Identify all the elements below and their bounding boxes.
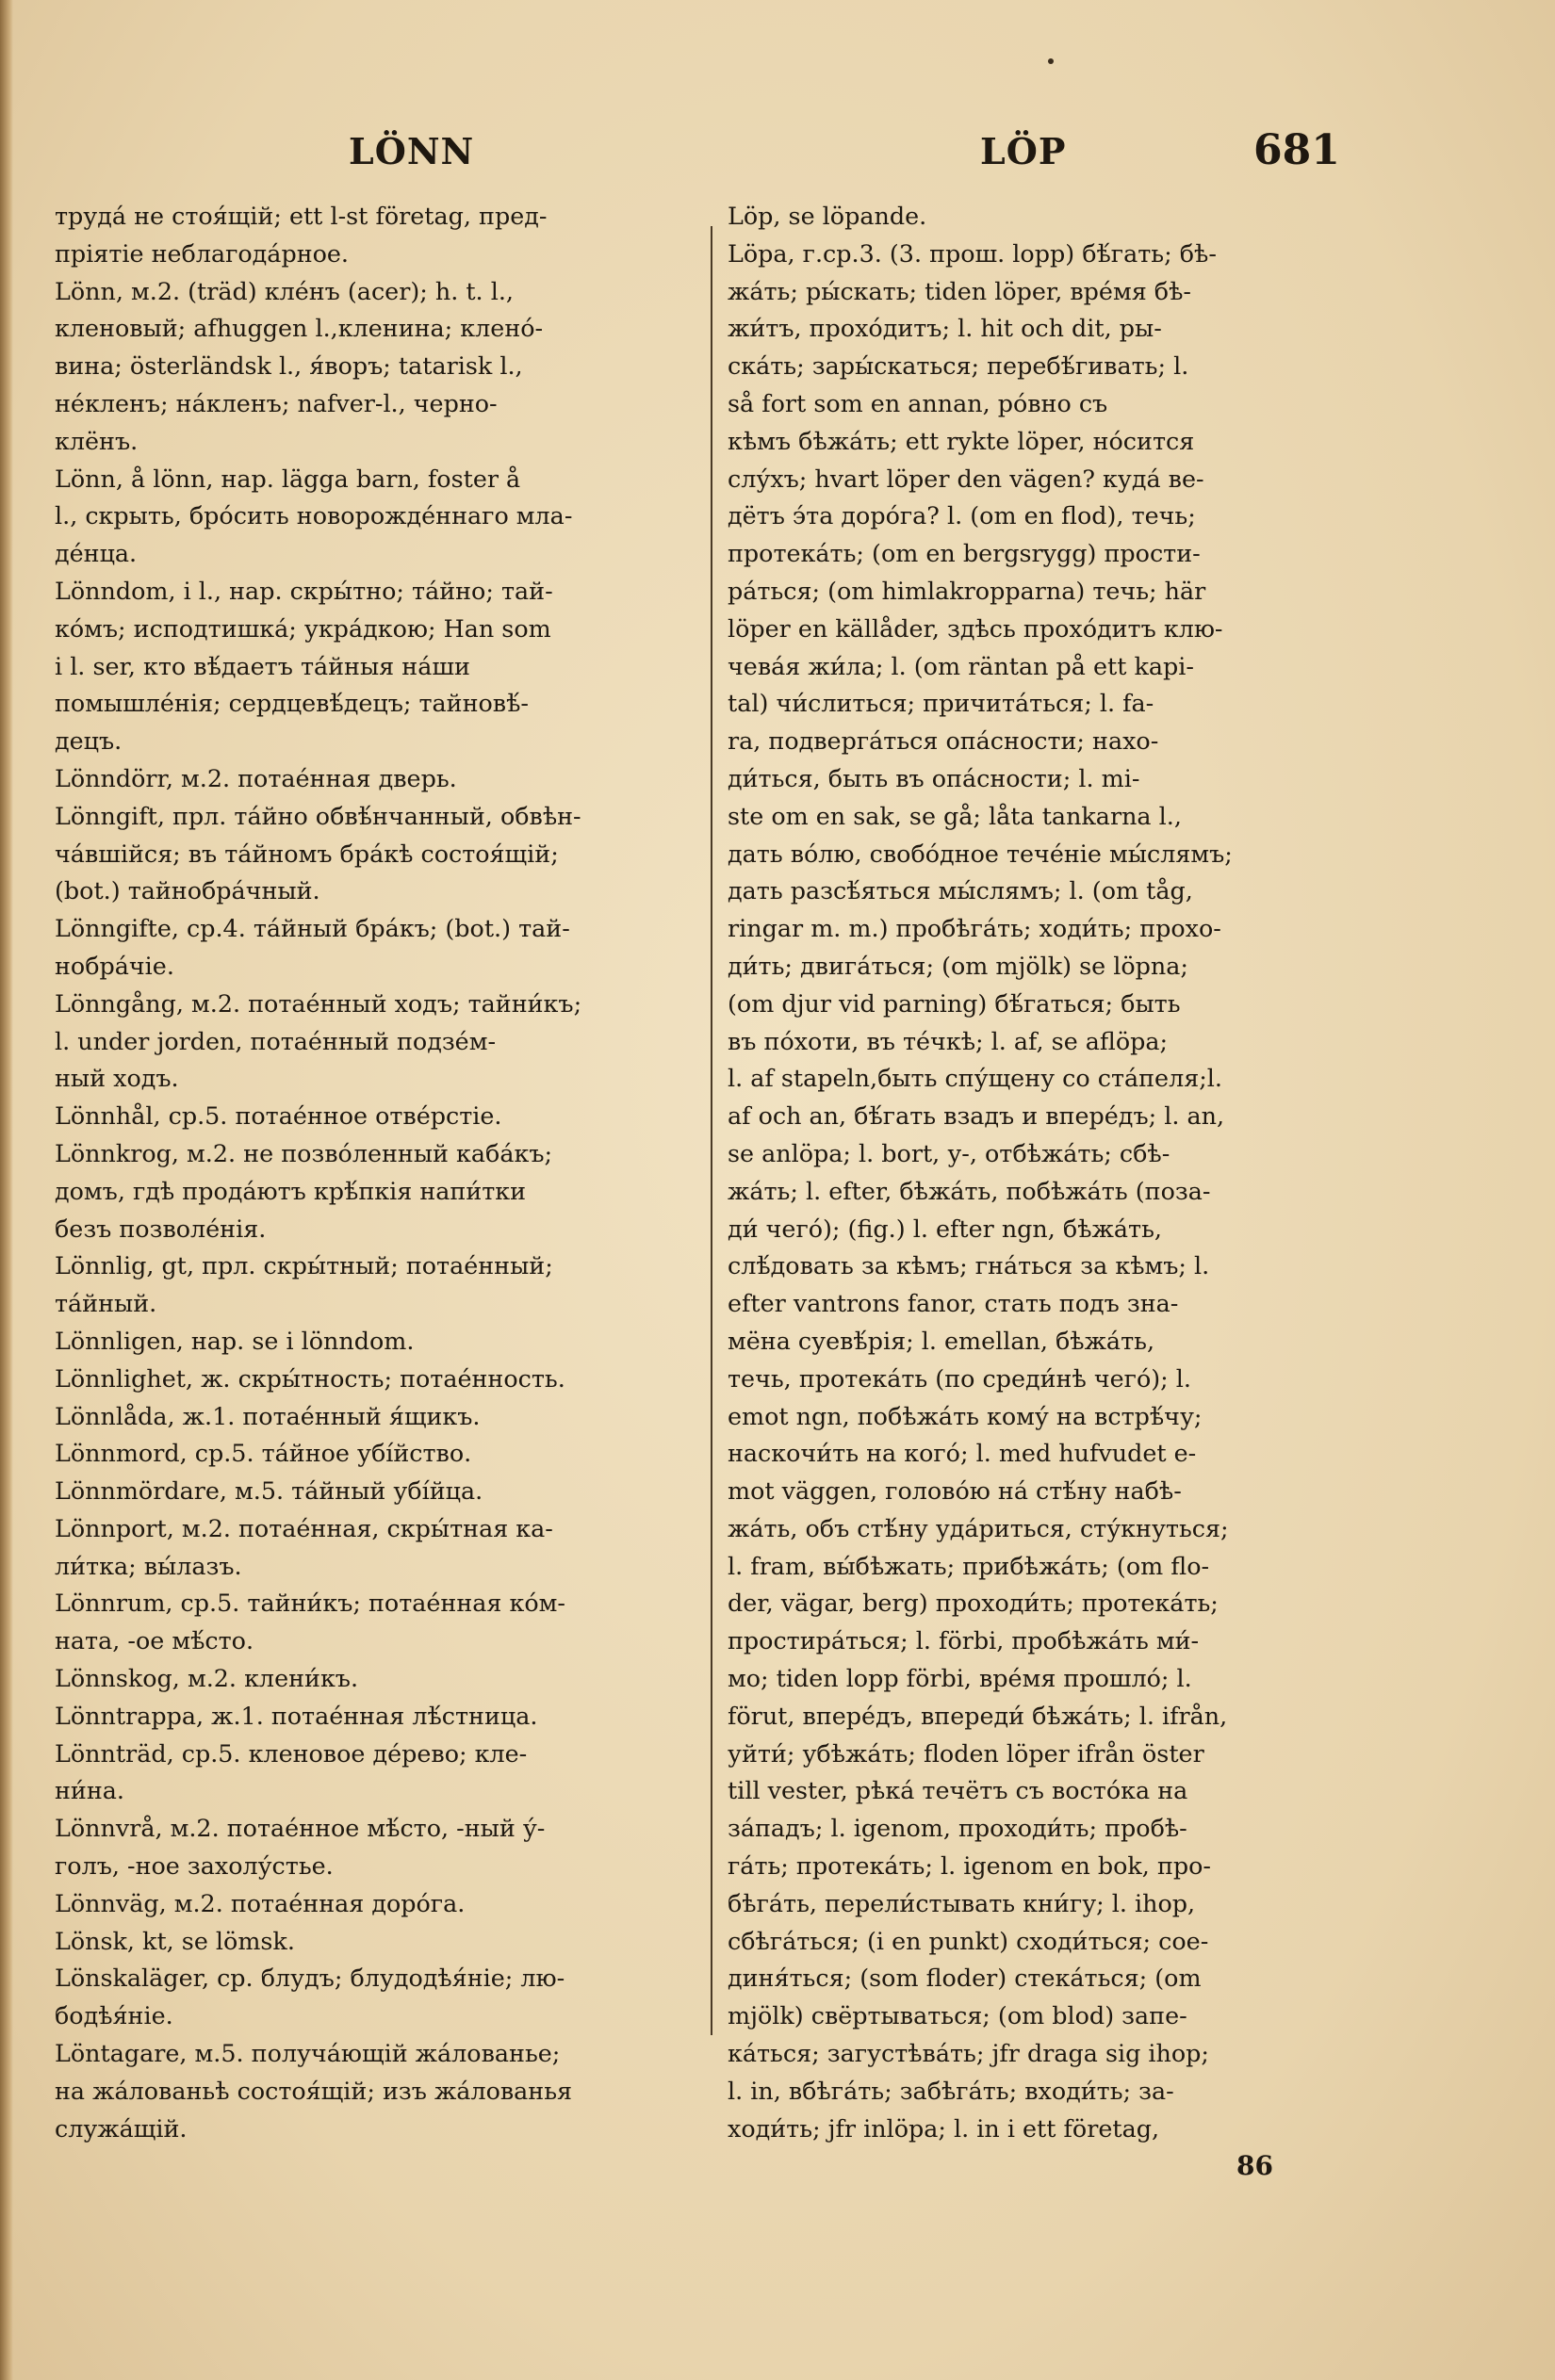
entry-line: Lönnkrog, м.2. не позво́ленный каба́къ; (55, 1138, 553, 1167)
entry-line: (om djur vid parning) бѣ́гаться; быть (728, 988, 1181, 1018)
entry-line: жа́ть, объ стѣ́ну уда́риться, сту́кнуться; (728, 1513, 1229, 1542)
entry-line: Lönnskog, м.2. клени́къ. (55, 1664, 359, 1693)
entry-line: Lönnhål, ср.5. потае́нное отве́рстіе. (55, 1101, 502, 1131)
entry-line: ди́ть; двига́ться; (om mjölk) se löpna; (728, 951, 1188, 980)
entry-line: наскочи́ть на кого́; l. med hufvudet e- (728, 1439, 1197, 1468)
entry-line: клёнъ. (55, 426, 139, 455)
entry-line: пріятіе неблагода́рное. (55, 238, 350, 268)
entry-line: дать разсѣ́яться мы́слямъ; l. (om tåg, (728, 876, 1193, 905)
entry-line: Lönn, å lönn, нар. lägga barn, foster å (55, 464, 521, 493)
entry-line: der, vägar, berg) проходи́ть; протека́ть; (728, 1589, 1219, 1618)
entry-line: Lönskaläger, ср. блудъ; блудодѣя́ніе; лю- (55, 1964, 565, 1993)
entry-line: Lönntrappa, ж.1. потае́нная лѣ́стница. (55, 1701, 538, 1730)
entry-line: förut, впере́дъ, впереди́ бѣжа́ть; l. ifrån, (728, 1701, 1228, 1730)
entry-line: безъ позволе́нія. (55, 1214, 267, 1243)
entry-line: голъ, -ное захолу́стье. (55, 1851, 334, 1881)
entry-line: ни́на. (55, 1776, 124, 1805)
entry-line: де́нца. (55, 539, 138, 568)
entry-line: Lönnvrå, м.2. потае́нное мѣ́сто, -ный у́- (55, 1814, 546, 1843)
signature-mark: 86 (1236, 2150, 1273, 2181)
entry-line: кѣмъ бѣжа́ть; ett rykte löper, но́сится (728, 426, 1195, 455)
entry-line: ча́вшійся; въ та́йномъ бра́кѣ состоя́щій; (55, 839, 559, 868)
ink-speck (1048, 58, 1054, 64)
entry-line: вина; österländsk l., я́воръ; tatarisk l., (55, 351, 523, 381)
entry-line: efter vantrons fanor, стать подъ зна- (728, 1289, 1179, 1318)
entry-line: Lönn, м.2. (träd) кле́нъ (acer); h. t. l., (55, 276, 514, 305)
entry-line: l. under jorden, потае́нный подзе́м- (55, 1026, 497, 1055)
entry-line: Lönnligen, нар. se i lönndom. (55, 1326, 415, 1355)
right-guide-word: LÖP (980, 130, 1067, 172)
entry-line: l. in, вбѣга́ть; забѣга́ть; входи́ть; за- (728, 2076, 1174, 2105)
entry-line: Lönndom, i l., нар. скры́тно; та́йно; тай- (55, 576, 553, 605)
entry-line: Lönnmördare, м.5. та́йный убі́йца. (55, 1476, 483, 1506)
entry-line: ходи́ть; jfr inlöpa; l. in i ett företag, (728, 2113, 1160, 2143)
entry-line: на жа́лованьѣ состоя́щій; изъ жа́лованья (55, 2076, 573, 2105)
entry-line: ringar m. m.) пробѣга́ть; ходи́ть; прохо- (728, 914, 1221, 943)
entry-line: ra, подверга́ться опа́сности; нахо- (728, 726, 1159, 756)
entry-line: ка́ться; загустѣва́ть; jfr draga sig ihop; (728, 2039, 1209, 2068)
entry-line: мёна суевѣ́рія; l. emellan, бѣжа́ть, (728, 1326, 1155, 1355)
entry-line: Lönngifte, ср.4. та́йный бра́къ; (bot.) тай- (55, 914, 570, 943)
entry-line: l., скрыть, бро́сить новорожде́ннаго мла- (55, 501, 573, 530)
entry-line: жа́ть; ры́скать; tiden löper, вре́мя бѣ- (728, 276, 1191, 305)
entry-line: Lönngång, м.2. потае́нный ходъ; тайни́къ; (55, 988, 582, 1018)
entry-line: ра́ться; (om himlakropparna) течь; här (728, 576, 1206, 605)
entry-line: Löntagare, м.5. получа́ющій жа́лованье; (55, 2039, 561, 2068)
entry-line: ли́тка; вы́лазъ. (55, 1551, 242, 1580)
entry-line: бодѣя́ніе. (55, 2001, 173, 2030)
entry-line: кленовый; afhuggen l.,кленина; клено́- (55, 314, 544, 343)
entry-line: бѣга́ть, перели́стывать кни́гу; l. ihop, (728, 1888, 1196, 1917)
entry-line: Lönsk, kt, se lömsk. (55, 1926, 295, 1955)
column-divider (711, 226, 712, 2035)
entry-line: ди́ чего́); (fig.) l. efter ngn, бѣжа́ть, (728, 1214, 1162, 1243)
left-column (55, 198, 699, 2147)
entry-line: Lönndörr, м.2. потае́нная дверь. (55, 763, 457, 792)
entry-line: Lönnträd, ср.5. кленовое де́рево; кле- (55, 1738, 528, 1768)
entry-line: l. af stapeln,быть спу́щену со ста́пеля;l. (728, 1064, 1222, 1093)
entry-line: mjölk) свёртываться; (om blod) запе- (728, 2001, 1187, 2030)
entry-line: Lönnport, м.2. потае́нная, скры́тная ка- (55, 1513, 553, 1542)
page-number: 681 (1253, 126, 1340, 174)
entry-line: ко́мъ; исподтишка́; укра́дкою; Han som (55, 613, 551, 643)
entry-line: служа́щій. (55, 2113, 188, 2143)
entry-line: уйти́; убѣжа́ть; floden löper ifrån öster (728, 1738, 1204, 1768)
entry-line: жи́тъ, прохо́дитъ; l. hit och dit, ры- (728, 314, 1162, 343)
entry-line: se anlöpa; l. bort, у-, отбѣжа́ть; сбѣ- (728, 1138, 1170, 1167)
entry-line: не́кленъ; на́кленъ; nafver-l., черно- (55, 388, 498, 417)
entry-line: ната, -ое мѣ́сто. (55, 1626, 254, 1655)
entry-line: чева́я жи́ла; l. (om räntan på ett kapi- (728, 651, 1194, 680)
entry-line: Löp, se löpande. (728, 202, 927, 230)
page-header (0, 126, 1555, 177)
entry-line: децъ. (55, 726, 123, 756)
entry-line: домъ, гдѣ прода́ютъ крѣ́пкія напи́тки (55, 1176, 527, 1205)
entry-line: ди́ться, быть въ опа́сности; l. mi- (728, 763, 1140, 792)
entry-line: нобра́чіе. (55, 951, 174, 980)
entry-line: Lönnlig, gt, прл. скры́тный; потае́нный; (55, 1251, 553, 1280)
entry-line: löper en källåder, здѣсь прохо́дитъ клю- (728, 613, 1223, 643)
entry-line: та́йный. (55, 1289, 157, 1318)
entry-line: mot väggen, голово́ю на́ стѣ́ну набѣ- (728, 1476, 1182, 1506)
left-guide-word: LÖNN (349, 130, 475, 172)
entry-line: дётъ э́та доро́га? l. (om en flod), течь; (728, 501, 1196, 530)
entry-line: l. fram, вы́бѣжать; прибѣжа́ть; (om flo- (728, 1551, 1210, 1580)
entry-line: диня́ться; (som floder) стека́ться; (om (728, 1964, 1202, 1993)
entry-line: Lönnväg, м.2. потае́нная доро́га. (55, 1888, 466, 1917)
entry-line: emot ngn, побѣжа́ть кому́ на встрѣ́чу; (728, 1401, 1203, 1430)
entry-line: ный ходъ. (55, 1064, 179, 1093)
entry-line: протека́ть; (om en bergsrygg) прости- (728, 539, 1201, 568)
entry-line: жа́ть; l. efter, бѣжа́ть, побѣжа́ть (поза- (728, 1176, 1211, 1205)
right-column (728, 198, 1376, 2147)
entry-line: помышле́нія; сердцевѣ́децъ; тайновѣ́- (55, 689, 529, 718)
entry-line: слѣ́довать за кѣмъ; гна́ться за кѣмъ; l. (728, 1251, 1210, 1280)
entry-line: Löpa, г.ср.3. (3. прош. lopp) бѣ́гать; бѣ- (728, 238, 1217, 268)
entry-line: простира́ться; l. förbi, пробѣжа́ть ми́- (728, 1626, 1200, 1655)
entry-line: ste om en sak, se gå; låta tankarna l., (728, 801, 1182, 830)
entry-line: за́падъ; l. igenom, проходи́ть; пробѣ- (728, 1814, 1187, 1843)
entry-line: Lönnmord, ср.5. та́йное убі́йство. (55, 1439, 472, 1468)
entry-line: мо; tiden lopp förbi, вре́мя прошло́; l. (728, 1664, 1192, 1693)
entry-line: га́ть; протека́ть; l. igenom en bok, про- (728, 1851, 1211, 1881)
entry-line: ска́ть; зары́скаться; перебѣ́гивать; l. (728, 351, 1189, 381)
entry-line: Lönngift, прл. та́йно обвѣ́нчанный, обвѣн- (55, 801, 581, 830)
entry-line: дать во́лю, свобо́дное тече́ніе мы́слямъ; (728, 839, 1233, 868)
entry-line: så fort som en annan, ро́вно съ (728, 388, 1108, 417)
entry-line: слу́хъ; hvart löper den vägen? куда́ ве- (728, 464, 1204, 493)
entry-line: till vester, рѣка́ течётъ съ восто́ка на (728, 1776, 1188, 1805)
entry-line: сбѣга́ться; (i en punkt) сходи́ться; сое- (728, 1926, 1209, 1955)
entry-line: af och an, бѣ́гать взадъ и впере́дъ; l. an, (728, 1101, 1225, 1131)
entry-line: труда́ не стоя́щій; ett l-st företag, пред- (55, 202, 548, 230)
entry-line: Lönnlighet, ж. скры́тность; потае́нность. (55, 1363, 565, 1393)
entry-line: Lönnrum, ср.5. тайни́къ; потае́нная ко́м- (55, 1589, 565, 1618)
entry-line: i l. ser, кто вѣ́даетъ та́йныя на́ши (55, 651, 470, 680)
book-spine-shadow (0, 0, 13, 2380)
entry-line: (bot.) тайнобра́чный. (55, 876, 320, 905)
entry-line: въ по́хоти, въ те́чкѣ; l. af, se aflöpa; (728, 1026, 1169, 1055)
entry-line: Lönnlåda, ж.1. потае́нный я́щикъ. (55, 1401, 481, 1430)
entry-line: течь, протека́ть (по среди́нѣ чего́); l. (728, 1363, 1191, 1393)
entry-line: tal) чи́слиться; причита́ться; l. fa- (728, 689, 1154, 718)
